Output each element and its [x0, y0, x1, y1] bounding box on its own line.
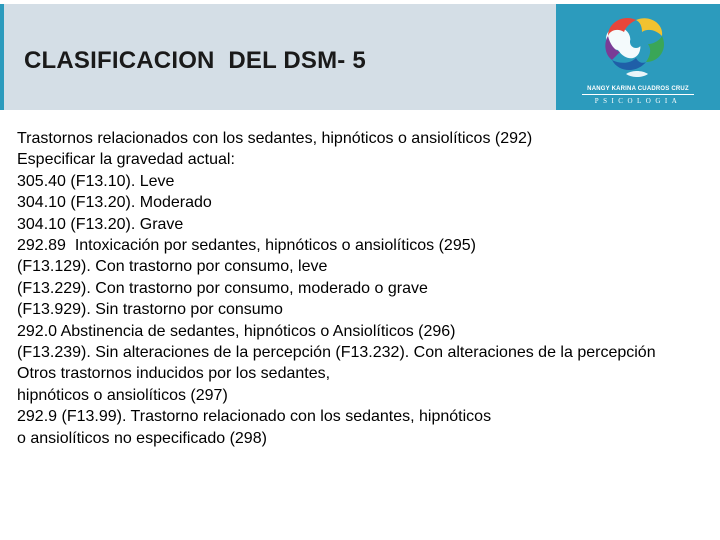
text-line: Otros trastornos inducidos por los sedantes, — [17, 365, 331, 383]
text-line: 304.10 (F13.20). Grave — [17, 215, 184, 233]
text-line: 305.40 (F13.10). Leve — [17, 172, 175, 190]
logo-subtitle: PSICOLOGIA — [594, 97, 682, 105]
text-line: o ansiolíticos no especificado (298) — [17, 429, 267, 447]
logo — [587, 10, 689, 106]
logo-name: NANGY KARINA CUADROS CRUZ — [587, 86, 689, 92]
page-title: CLASIFICACION DEL DSM- 5 — [24, 47, 366, 74]
text-line: 292.0 Abstinencia de sedantes, hipnóticos o Ansiolíticos (296) — [17, 322, 456, 340]
logo-divider — [582, 94, 694, 95]
text-line: Trastornos relacionados con los sedantes, hipnóticos o ansiolíticos (292) — [17, 130, 533, 147]
text-line: 292.89 Intoxicación por sedantes, hipnóticos o ansiolíticos (295) — [17, 237, 476, 255]
psychology-logo-icon — [596, 10, 680, 84]
text-line: (F13.929). Sin trastorno por consumo — [17, 301, 283, 319]
text-line: hipnóticos o ansiolíticos (297) — [17, 386, 228, 404]
text-line: Especificar la gravedad actual: — [17, 151, 235, 169]
text-line: 292.9 (F13.99). Trastorno relacionado con los sedantes, hipnóticos — [17, 408, 492, 426]
text-line: (F13.229). Con trastorno por consumo, moderado o grave — [17, 279, 428, 297]
text-line: (F13.129). Con trastorno por consumo, leve — [17, 258, 328, 276]
title-box — [4, 4, 556, 110]
content-body — [17, 128, 707, 449]
text-line: 304.10 (F13.20). Moderado — [17, 194, 212, 212]
text-line: (F13.239). Sin alteraciones de la percepción (F13.232). Con alteraciones de la percepción — [17, 344, 656, 362]
